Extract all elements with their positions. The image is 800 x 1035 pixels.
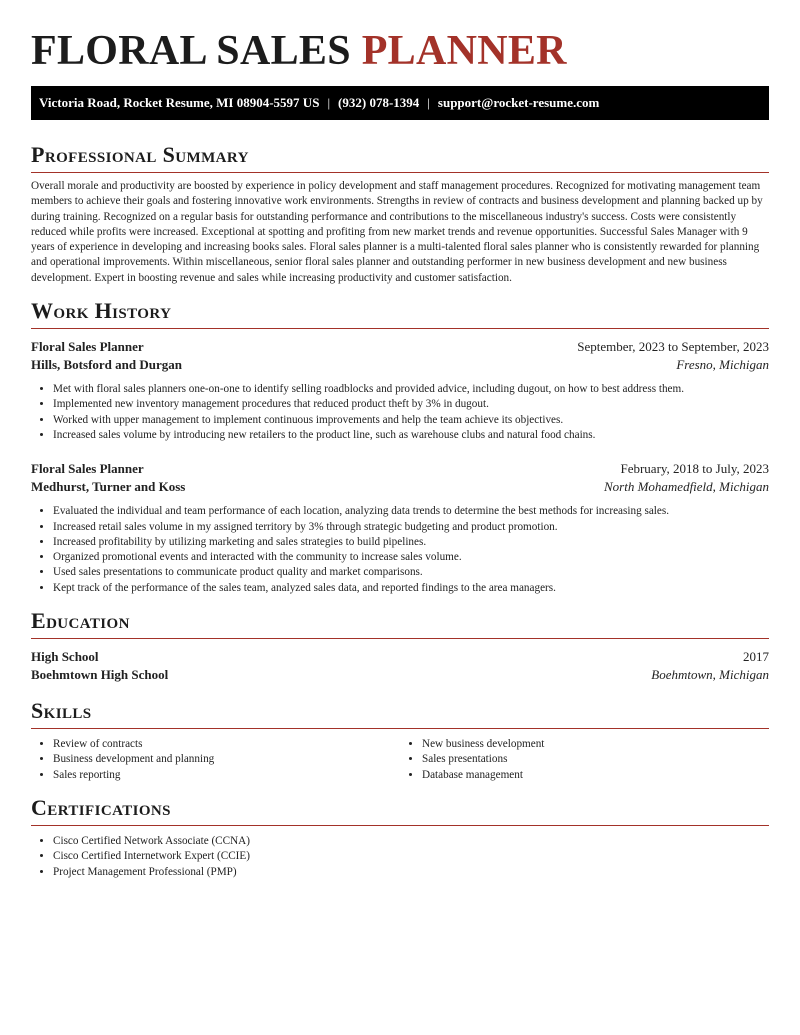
list-item: • Business development and planning: [53, 752, 400, 767]
list-item: • Kept track of the performance of the sales team, analyzed sales data, and reported findings to the area managers.: [53, 581, 769, 596]
list-item: • Met with floral sales planners one-on-one to identify selling roadblocks and provided advice, including dugout, on how to best address them.: [53, 382, 769, 397]
education-location: Boehmtown, Michigan: [651, 667, 769, 683]
work-history-section: [31, 298, 769, 596]
list-item: • Evaluated the individual and team performance of each location, analyzing data trends to determine the best methods for increasing sales.: [53, 504, 769, 519]
section-divider: [31, 638, 769, 639]
contact-phone: (932) 078-1394: [338, 95, 420, 110]
section-divider: [31, 172, 769, 173]
list-item: • Cisco Certified Network Associate (CCNA): [53, 834, 769, 849]
education-entry: [31, 648, 769, 684]
list-item: • Sales reporting: [53, 768, 400, 783]
list-item: • Project Management Professional (PMP): [53, 865, 769, 880]
list-item: • Sales presentations: [422, 752, 769, 767]
contact-email: support@rocket-resume.com: [437, 95, 600, 110]
job-entry: [31, 338, 769, 443]
education-school: Boehmtown High School: [31, 667, 169, 683]
contact-address: Victoria Road, Rocket Resume, MI 08904-5597 US: [39, 95, 320, 110]
job-dates: September, 2023 to September, 2023: [577, 339, 769, 355]
education-degree: High School: [31, 649, 99, 665]
list-item: • Increased profitability by utilizing marketing and sales strategies to build pipelines.: [53, 535, 769, 550]
skills-section: [31, 698, 769, 783]
job-dates: February, 2018 to July, 2023: [620, 461, 769, 477]
education-header-row: [31, 648, 769, 666]
job-position: Floral Sales Planner: [31, 339, 144, 355]
name-accent-part: PLANNER: [361, 28, 567, 74]
job-company-row: [31, 356, 769, 374]
list-item: • Implemented new inventory management procedures that reduced product theft by 3% in dugout.: [53, 397, 769, 412]
list-item: • Used sales presentations to communicate product quality and market comparisons.: [53, 565, 769, 580]
list-item: • Increased sales volume by introducing new retailers to the product line, such as warehouse clubs and natural food chains.: [53, 428, 769, 443]
job-location: Fresno, Michigan: [676, 357, 769, 373]
job-location: North Mohamedfield, Michigan: [603, 479, 769, 495]
job-company: Medhurst, Turner and Koss: [31, 479, 186, 495]
work-history-heading: Work History: [31, 298, 172, 324]
skills-grid: [31, 729, 769, 783]
job-header-row: [31, 460, 769, 478]
education-heading: Education: [31, 608, 130, 634]
education-school-row: [31, 666, 769, 684]
name-first-part: FLORAL SALES: [31, 28, 351, 74]
contact-separator: |: [327, 95, 331, 110]
job-bullets: [31, 504, 769, 596]
list-item: • Increased retail sales volume in my assigned territory by 3% through strategic budgeting and product promotion.: [53, 520, 769, 535]
job-company: Hills, Botsford and Durgan: [31, 357, 182, 373]
summary-section: [31, 142, 769, 286]
contact-bar: [31, 86, 769, 120]
list-item: • Review of contracts: [53, 737, 400, 752]
certifications-heading: Certifications: [31, 794, 171, 820]
skills-heading: Skills: [31, 698, 92, 724]
list-item: • Worked with upper management to implement continuous improvements and help the team achieve its objectives.: [53, 413, 769, 428]
job-bullets: [31, 382, 769, 443]
job-position: Floral Sales Planner: [31, 461, 144, 477]
certifications-section: [31, 795, 769, 880]
list-item: • Organized promotional events and interacted with the community to increase sales volume.: [53, 550, 769, 565]
education-year: 2017: [743, 649, 769, 665]
skills-column-right: [400, 737, 769, 783]
list-item: • Cisco Certified Internetwork Expert (CCIE): [53, 849, 769, 864]
contact-separator: |: [427, 95, 430, 110]
section-divider: [31, 825, 769, 826]
job-header-row: [31, 338, 769, 356]
job-company-row: [31, 478, 769, 496]
list-item: • New business development: [422, 737, 769, 752]
job-entry: [31, 460, 769, 596]
list-item: • Database management: [422, 768, 769, 783]
section-divider: [31, 328, 769, 329]
summary-heading: Professional Summary: [31, 142, 249, 167]
certifications-list: [31, 834, 769, 880]
skills-column-left: [31, 737, 400, 783]
summary-text: Overall morale and productivity are boosted by experience in policy development and staff management procedures. Recognized for motivating management team members to achieve their goals and fostering innovative work environments. Strengths in review of contracts and business development and planning backed up by during training. Recognized on a regular basis for outstanding performance and contributions to the miscellaneous industry's success. Costs were consistently reduced while profits were increased. Exceptional at spotting and profiting from new market trends and revenue opportunities. Successful Sales Manager with 9 years of experience in developing and increasing books sales. Floral sales planner is a multi-talented floral sales planner who is consistently rewarded for planning and operational improvements. Within miscellaneous, senior floral sales planner and outstanding performer in new business development and new business development. Expert in boosting revenue and sales while increasing productivity and customer satisfaction.: [31, 180, 763, 284]
education-section: [31, 608, 769, 684]
resume-name: [31, 0, 769, 74]
